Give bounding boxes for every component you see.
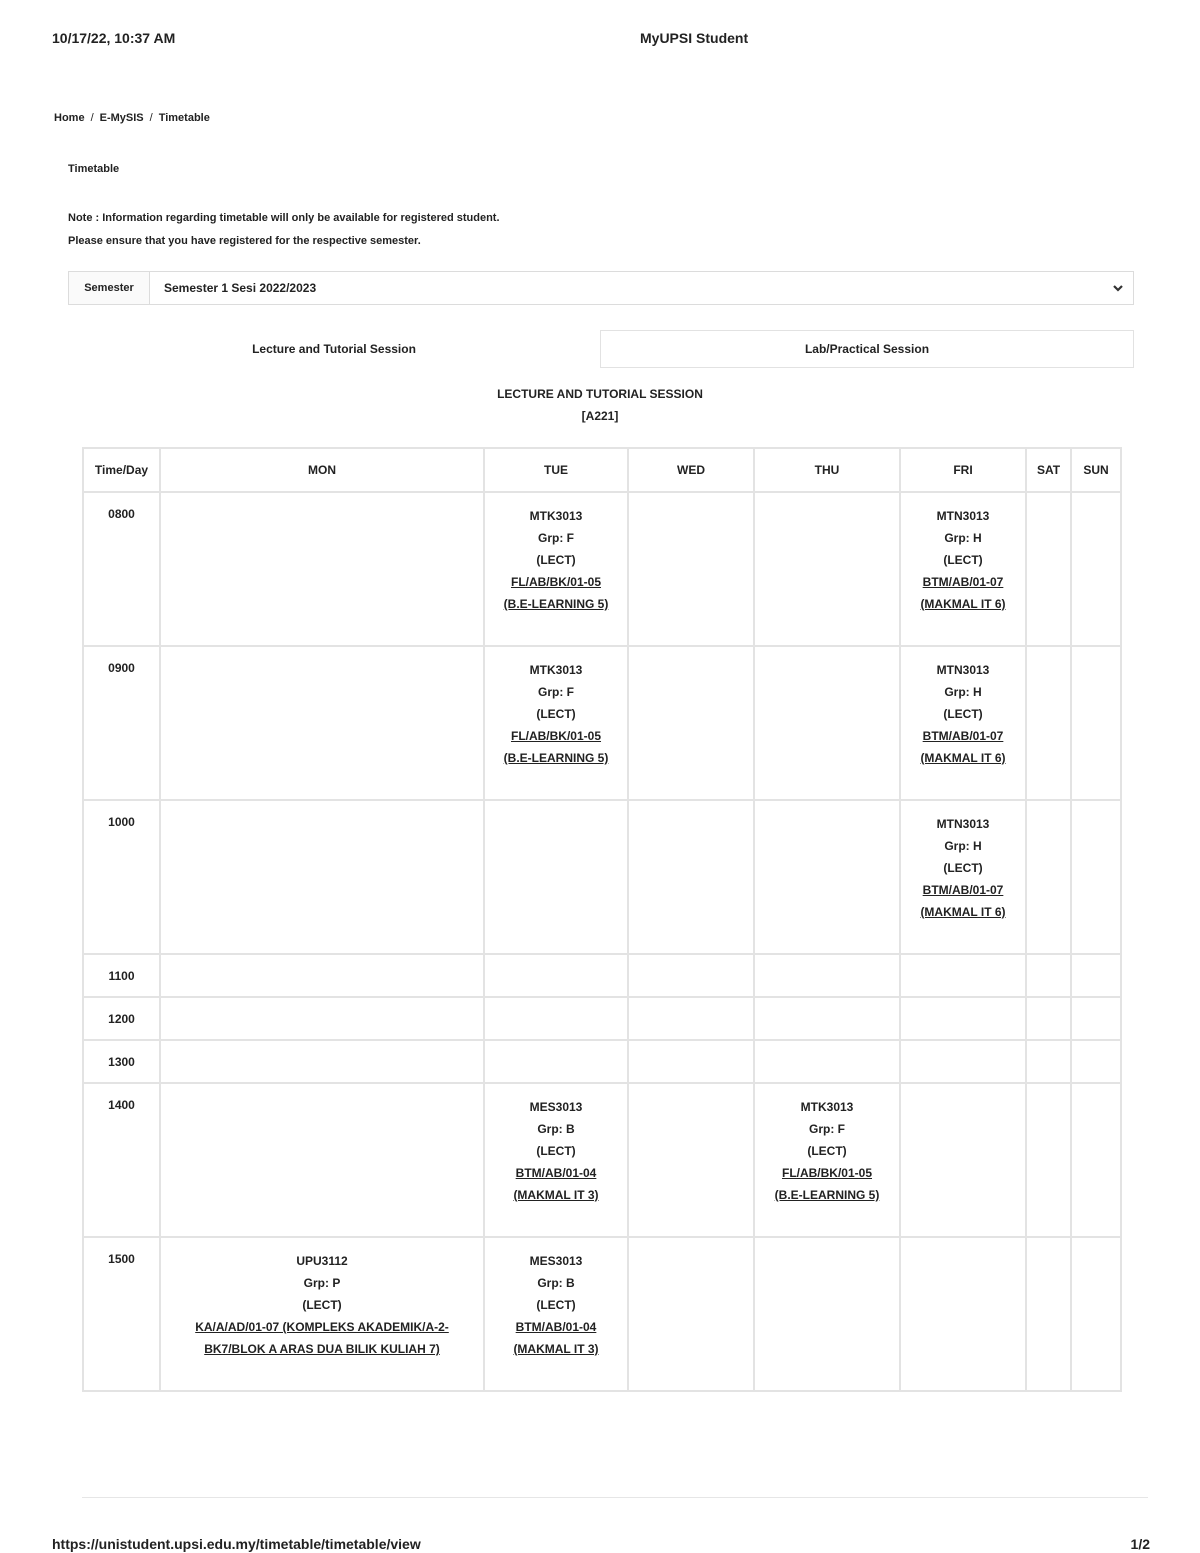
timetable-cell-tue: [484, 1083, 628, 1237]
timetable-cell-sun: [1071, 1040, 1121, 1083]
timetable-cell-wed: [628, 1040, 754, 1083]
column-header-thu: THU: [754, 448, 900, 492]
timetable-cell-tue: [484, 492, 628, 646]
time-slot: 1100: [83, 954, 160, 997]
venue-code-link[interactable]: FL/AB/BK/01-05: [510, 575, 602, 589]
table-row: [83, 1237, 1121, 1391]
timetable-cell-fri: [900, 1237, 1026, 1391]
group-label: Grp: B: [537, 1276, 575, 1290]
class-session: [485, 647, 627, 769]
timetable-cell-fri: [900, 1083, 1026, 1237]
timetable-cell-wed: [628, 492, 754, 646]
timetable-header-row: [83, 448, 1121, 492]
session-type: (LECT): [943, 861, 983, 875]
breadcrumb-home[interactable]: Home: [54, 112, 85, 124]
table-row: [83, 800, 1121, 954]
group-label: Grp: H: [944, 685, 982, 699]
timetable-cell-fri: [900, 646, 1026, 800]
group-label: Grp: H: [944, 839, 982, 853]
time-slot: 0800: [83, 492, 160, 646]
note-line: Please ensure that you have registered for the respective semester.: [68, 235, 421, 247]
class-session: [755, 1084, 899, 1206]
course-code: MTN3013: [936, 663, 990, 677]
table-row: [83, 1040, 1121, 1083]
table-row: [83, 954, 1121, 997]
session-type: (LECT): [302, 1298, 342, 1312]
venue-code-link[interactable]: BTM/AB/01-07: [922, 575, 1004, 589]
breadcrumb-separator: /: [149, 112, 153, 124]
venue-code-link[interactable]: FL/AB/BK/01-05: [510, 729, 602, 743]
print-app-title: MyUPSI Student: [640, 30, 749, 46]
group-label: Grp: F: [809, 1122, 845, 1136]
group-label: Grp: F: [538, 685, 574, 699]
footer-divider: [82, 1497, 1148, 1498]
timetable-cell-tue: [484, 997, 628, 1040]
timetable-cell-tue: [484, 646, 628, 800]
timetable-cell-mon: [160, 492, 484, 646]
group-label: Grp: P: [303, 1276, 341, 1290]
session-type: (LECT): [943, 707, 983, 721]
timetable-cell-thu: [754, 1040, 900, 1083]
timetable-cell-sun: [1071, 800, 1121, 954]
session-type: (LECT): [536, 707, 576, 721]
breadcrumb: [54, 112, 210, 124]
timetable-cell-sat: [1026, 492, 1071, 646]
group-label: Grp: B: [537, 1122, 575, 1136]
page-title: Timetable: [68, 163, 120, 175]
timetable-cell-sat: [1026, 954, 1071, 997]
course-code: MES3013: [529, 1100, 583, 1114]
class-session: [161, 1238, 483, 1360]
timetable-cell-fri: [900, 492, 1026, 646]
timetable-cell-thu: [754, 997, 900, 1040]
venue-code-link[interactable]: FL/AB/BK/01-05: [781, 1166, 873, 1180]
table-row: [83, 646, 1121, 800]
timetable-cell-mon: [160, 954, 484, 997]
timetable-cell-wed: [628, 997, 754, 1040]
timetable-cell-sun: [1071, 646, 1121, 800]
time-slot: 0900: [83, 646, 160, 800]
timetable-cell-sat: [1026, 646, 1071, 800]
timetable-cell-mon: [160, 1040, 484, 1083]
print-page-number: 1/2: [1130, 1536, 1150, 1552]
session-type: (LECT): [536, 1144, 576, 1158]
time-slot: 1400: [83, 1083, 160, 1237]
venue-name-link[interactable]: (MAKMAL IT 6): [920, 751, 1006, 765]
venue-name-link[interactable]: (MAKMAL IT 6): [920, 905, 1006, 919]
print-url: https://unistudent.upsi.edu.my/timetable/timetable/view: [52, 1536, 421, 1552]
timetable-cell-wed: [628, 646, 754, 800]
timetable-cell-tue: [484, 954, 628, 997]
column-header-mon: MON: [160, 448, 484, 492]
breadcrumb-separator: /: [90, 112, 94, 124]
timetable-cell-thu: [754, 800, 900, 954]
timetable-cell-sun: [1071, 997, 1121, 1040]
venue-name-link[interactable]: (MAKMAL IT 3): [513, 1188, 599, 1202]
venue-name-link[interactable]: (B.E-LEARNING 5): [774, 1188, 880, 1202]
venue-name-link[interactable]: (MAKMAL IT 3): [513, 1342, 599, 1356]
time-slot: 1000: [83, 800, 160, 954]
timetable-cell-sun: [1071, 954, 1121, 997]
tab-lecture-tutorial[interactable]: Lecture and Tutorial Session: [252, 342, 416, 356]
table-row: [83, 492, 1121, 646]
timetable-cell-mon: [160, 997, 484, 1040]
session-type: (LECT): [807, 1144, 847, 1158]
column-header-fri: FRI: [900, 448, 1026, 492]
course-code: MTK3013: [529, 509, 583, 523]
tab-lab-practical[interactable]: Lab/Practical Session: [600, 330, 1134, 368]
course-code: UPU3112: [296, 1254, 348, 1268]
timetable-cell-sat: [1026, 1237, 1071, 1391]
course-code: MTN3013: [936, 509, 990, 523]
semester-selected-value: Semester 1 Sesi 2022/2023: [164, 281, 317, 295]
venue-code-link[interactable]: BTM/AB/01-07: [922, 883, 1004, 897]
class-session: [485, 1084, 627, 1206]
time-slot: 1300: [83, 1040, 160, 1083]
column-header-sun: SUN: [1071, 448, 1121, 492]
venue-code-link[interactable]: BTM/AB/01-04: [515, 1320, 597, 1334]
time-slot: 1200: [83, 997, 160, 1040]
timetable-cell-mon: [160, 1237, 484, 1391]
timetable: [82, 447, 1122, 1392]
registration-notes: [68, 207, 500, 253]
timetable-cell-sun: [1071, 1237, 1121, 1391]
class-session: [901, 647, 1025, 769]
timetable-cell-wed: [628, 954, 754, 997]
time-slot: 1500: [83, 1237, 160, 1391]
course-code: MES3013: [529, 1254, 583, 1268]
venue-code-link[interactable]: KA/A/AD/01-07 (KOMPLEKS AKADEMIK/A-2-: [195, 1320, 449, 1334]
class-session: [901, 493, 1025, 615]
timetable-cell-fri: [900, 997, 1026, 1040]
column-header-tue: TUE: [484, 448, 628, 492]
timetable-cell-thu: [754, 646, 900, 800]
class-session: [901, 801, 1025, 923]
venue-name-link[interactable]: (B.E-LEARNING 5): [503, 597, 609, 611]
timetable-cell-tue: [484, 1237, 628, 1391]
course-code: MTK3013: [529, 663, 583, 677]
venue-name-link[interactable]: (MAKMAL IT 6): [920, 597, 1006, 611]
timetable-cell-wed: [628, 1237, 754, 1391]
timetable-cell-fri: [900, 954, 1026, 997]
course-code: MTN3013: [936, 817, 990, 831]
chevron-down-icon: [1113, 283, 1123, 293]
timetable-cell-fri: [900, 1040, 1026, 1083]
timetable-cell-thu: [754, 1237, 900, 1391]
timetable-cell-thu: [754, 1083, 900, 1237]
breadcrumb-timetable: Timetable: [158, 112, 210, 124]
session-heading: [0, 383, 1200, 427]
timetable-cell-sat: [1026, 997, 1071, 1040]
column-header-sat: SAT: [1026, 448, 1071, 492]
timetable-cell-sat: [1026, 800, 1071, 954]
group-label: Grp: F: [538, 531, 574, 545]
timetable-cell-sun: [1071, 1083, 1121, 1237]
print-datetime: 10/17/22, 10:37 AM: [52, 30, 176, 46]
table-row: [83, 997, 1121, 1040]
timetable-cell-wed: [628, 800, 754, 954]
timetable-cell-mon: [160, 646, 484, 800]
timetable-cell-fri: [900, 800, 1026, 954]
venue-code-link[interactable]: BTM/AB/01-07: [922, 729, 1004, 743]
group-label: Grp: H: [944, 531, 982, 545]
class-session: [485, 493, 627, 615]
session-type: (LECT): [536, 553, 576, 567]
table-row: [83, 1083, 1121, 1237]
timetable-cell-mon: [160, 1083, 484, 1237]
note-line: Note : Information regarding timetable will only be available for registered student.: [68, 212, 500, 224]
semester-label: Semester: [68, 271, 150, 305]
timetable-cell-sun: [1071, 492, 1121, 646]
semester-select[interactable]: [150, 271, 1134, 305]
session-title: LECTURE AND TUTORIAL SESSION: [497, 387, 703, 401]
class-session: [485, 1238, 627, 1360]
course-code: MTK3013: [800, 1100, 854, 1114]
venue-code-link[interactable]: BTM/AB/01-04: [515, 1166, 597, 1180]
timetable-cell-sat: [1026, 1083, 1071, 1237]
venue-name-link[interactable]: (B.E-LEARNING 5): [503, 751, 609, 765]
session-type: (LECT): [536, 1298, 576, 1312]
timetable-cell-thu: [754, 492, 900, 646]
print-header: [52, 30, 1148, 50]
session-type: (LECT): [943, 553, 983, 567]
session-tabs: [68, 330, 1134, 368]
column-header-time-day: Time/Day: [83, 448, 160, 492]
timetable-cell-tue: [484, 800, 628, 954]
timetable-cell-wed: [628, 1083, 754, 1237]
timetable-cell-mon: [160, 800, 484, 954]
semester-selector: [68, 271, 1134, 305]
venue-name-link[interactable]: BK7/BLOK A ARAS DUA BILIK KULIAH 7): [204, 1342, 440, 1356]
breadcrumb-emysis[interactable]: E-MySIS: [99, 112, 144, 124]
timetable-body: [83, 492, 1121, 1391]
column-header-wed: WED: [628, 448, 754, 492]
session-code: [A221]: [581, 409, 619, 423]
timetable-cell-sat: [1026, 1040, 1071, 1083]
timetable-cell-thu: [754, 954, 900, 997]
timetable-cell-tue: [484, 1040, 628, 1083]
